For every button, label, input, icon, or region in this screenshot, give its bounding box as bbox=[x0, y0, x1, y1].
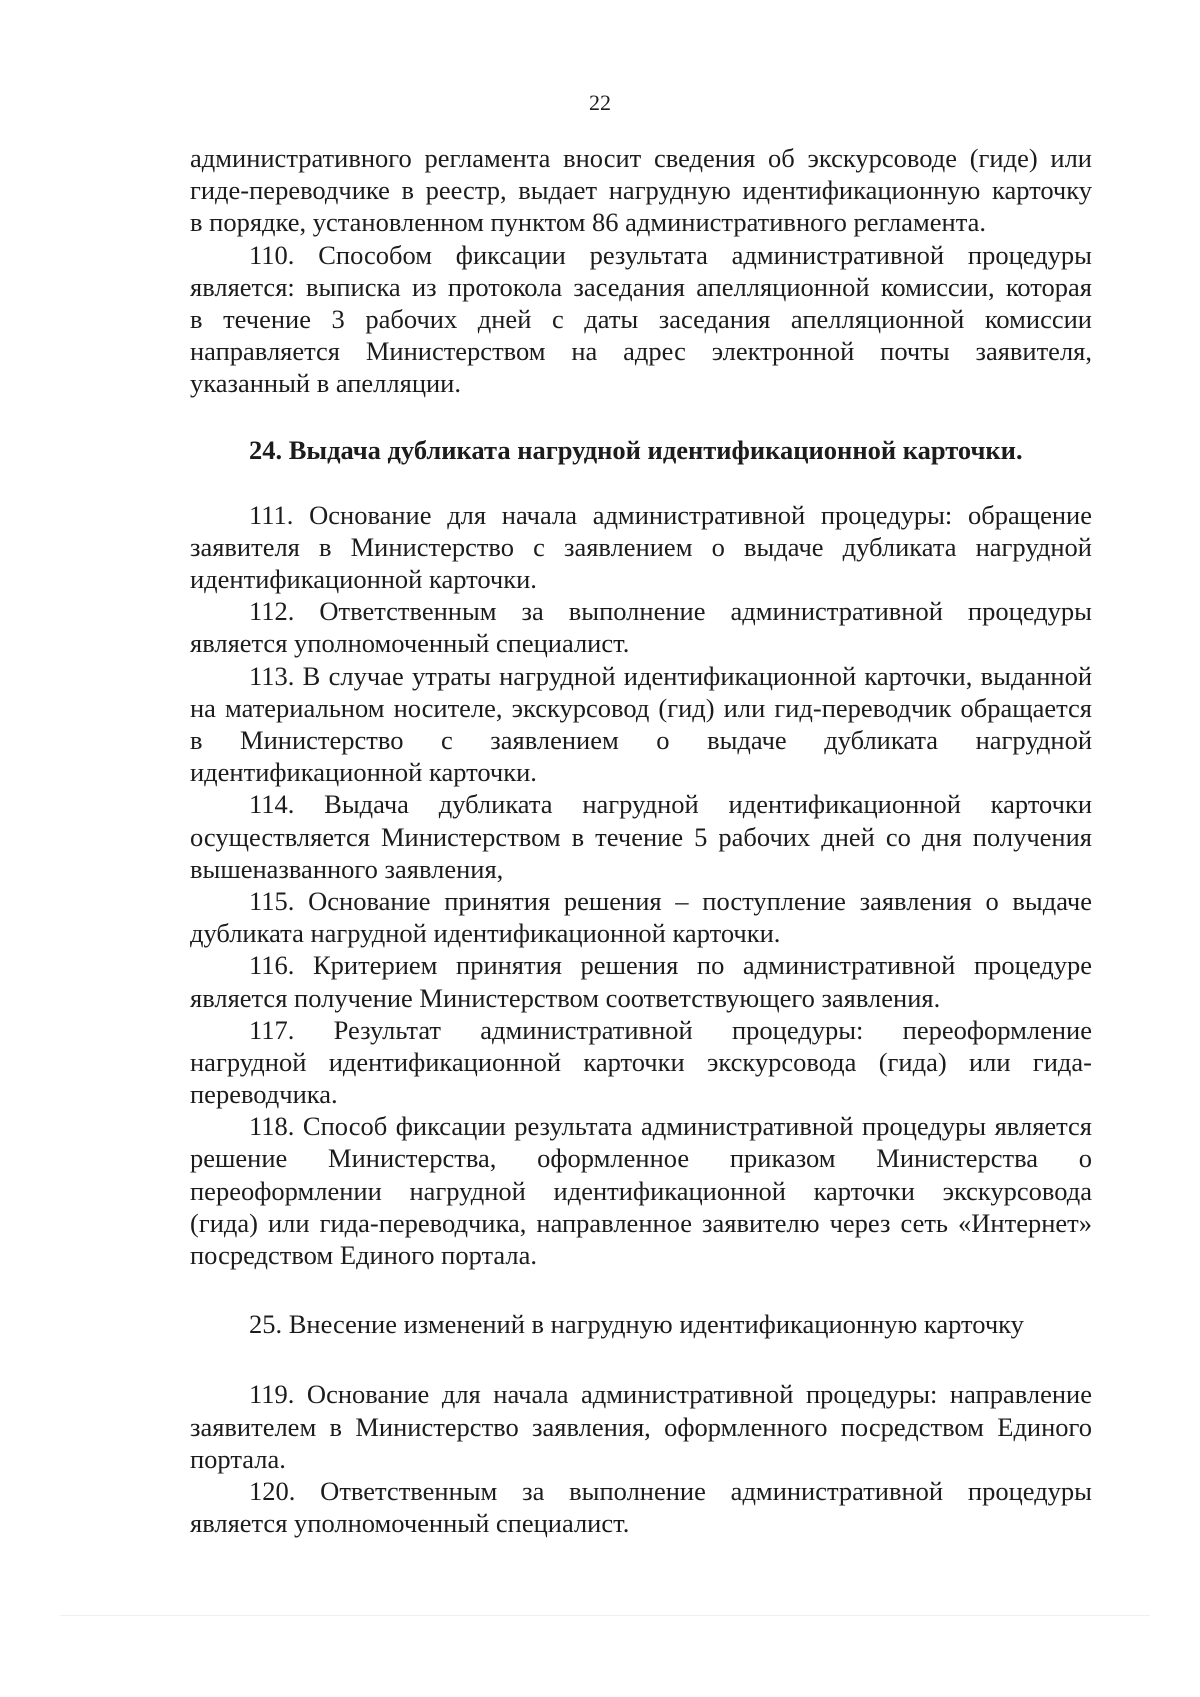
text-line: в Министерство с заявлением о выдаче дубликата нагрудной bbox=[190, 725, 1092, 755]
text-line: дубликата нагрудной идентификационной карточки. bbox=[190, 918, 781, 949]
section-heading-25: 25. Внесение изменений в нагрудную идентификационную карточку bbox=[249, 1309, 1024, 1340]
scan-artifact-line bbox=[60, 1615, 1150, 1616]
paragraph-112 bbox=[190, 595, 1092, 659]
paragraph-113 bbox=[190, 660, 1092, 789]
text-line: решение Министерства, оформленное приказом Министерства о bbox=[190, 1143, 1092, 1174]
text-line: 116. Критерием принятия решения по административной процедуре bbox=[249, 950, 1092, 981]
text-line: гиде-переводчике в реестр, выдает нагрудную идентификационную карточку bbox=[190, 175, 1092, 206]
text-line: 120. Ответственным за выполнение административной процедуры bbox=[249, 1475, 1092, 1506]
text-line: портала. bbox=[190, 1443, 286, 1474]
paragraph-119 bbox=[190, 1378, 1092, 1475]
text-line: является уполномоченный специалист. bbox=[190, 1508, 630, 1539]
text-line: 111. Основание для начала административной процедуры: обращение bbox=[249, 499, 1092, 530]
paragraph-118 bbox=[190, 1110, 1092, 1271]
text-line: (гида) или гида-переводчика, направленное заявителю через сеть «Интернет» bbox=[190, 1207, 1092, 1238]
text-line: в течение 3 рабочих дней с даты заседания апелляционной комиссии bbox=[190, 303, 1092, 334]
text-line: 115. Основание принятия решения – поступление заявления о выдаче bbox=[249, 885, 1092, 916]
text-line: является: выписка из протокола заседания апелляционной комиссии, которая bbox=[190, 271, 1092, 302]
paragraph-117 bbox=[190, 1014, 1092, 1111]
text-line: 113. В случае утраты нагрудной идентификационной карточки, выданной bbox=[249, 660, 1092, 691]
text-line: 110. Способом фиксации результата административной процедуры bbox=[249, 239, 1092, 270]
text-line: посредством Единого портала. bbox=[190, 1240, 538, 1270]
paragraph-109-continuation bbox=[190, 142, 1092, 239]
paragraph-115 bbox=[190, 885, 1092, 949]
text-line: идентификационной карточки. bbox=[190, 757, 537, 788]
text-line: идентификационной карточки. bbox=[190, 564, 537, 595]
paragraph-120 bbox=[190, 1475, 1092, 1539]
document-body bbox=[190, 142, 1092, 1539]
text-line: 117. Результат административной процедуры: переоформление bbox=[249, 1014, 1092, 1045]
text-line: вышеназванного заявления, bbox=[190, 853, 504, 884]
text-line: нагрудной идентификационной карточки экскурсовода (гида) или гида- bbox=[190, 1046, 1092, 1077]
text-line: в порядке, установленном пунктом 86 административного регламента. bbox=[190, 207, 986, 238]
text-line: 118. Способ фиксации результата административной процедуры является bbox=[249, 1111, 1092, 1142]
paragraph-111 bbox=[190, 499, 1092, 596]
text-line: 119. Основание для начала административной процедуры: направление bbox=[249, 1379, 1092, 1410]
text-line: является уполномоченный специалист. bbox=[190, 628, 630, 659]
section-heading-24: 24. Выдача дубликата нагрудной идентификационной карточки. bbox=[249, 434, 1023, 465]
text-line: заявителем в Министерство заявления, оформленного посредством Единого bbox=[190, 1411, 1092, 1442]
paragraph-110 bbox=[190, 239, 1092, 400]
text-line: 114. Выдача дубликата нагрудной идентификационной карточки bbox=[249, 789, 1092, 820]
text-line: на материальном носителе, экскурсовод (гид) или гид-переводчик обращается bbox=[190, 692, 1092, 723]
text-line: заявителя в Министерство с заявлением о выдаче дубликата нагрудной bbox=[190, 531, 1092, 562]
text-line: является получение Министерством соответствующего заявления. bbox=[190, 982, 941, 1013]
text-line: осуществляется Министерством в течение 5 рабочих дней со дня получения bbox=[190, 821, 1092, 852]
text-line: указанный в апелляции. bbox=[190, 368, 461, 399]
text-line: переоформлении нагрудной идентификационной карточки экскурсовода bbox=[190, 1175, 1092, 1206]
text-line: административного регламента вносит сведения об экскурсоводе (гиде) или bbox=[190, 143, 1092, 173]
text-line: направляется Министерством на адрес электронной почты заявителя, bbox=[190, 336, 1092, 367]
text-line: 112. Ответственным за выполнение административной процедуры bbox=[249, 596, 1092, 627]
page-number: 22 bbox=[589, 90, 611, 115]
paragraph-116 bbox=[190, 949, 1092, 1013]
text-line: переводчика. bbox=[190, 1079, 338, 1110]
paragraph-114 bbox=[190, 788, 1092, 885]
